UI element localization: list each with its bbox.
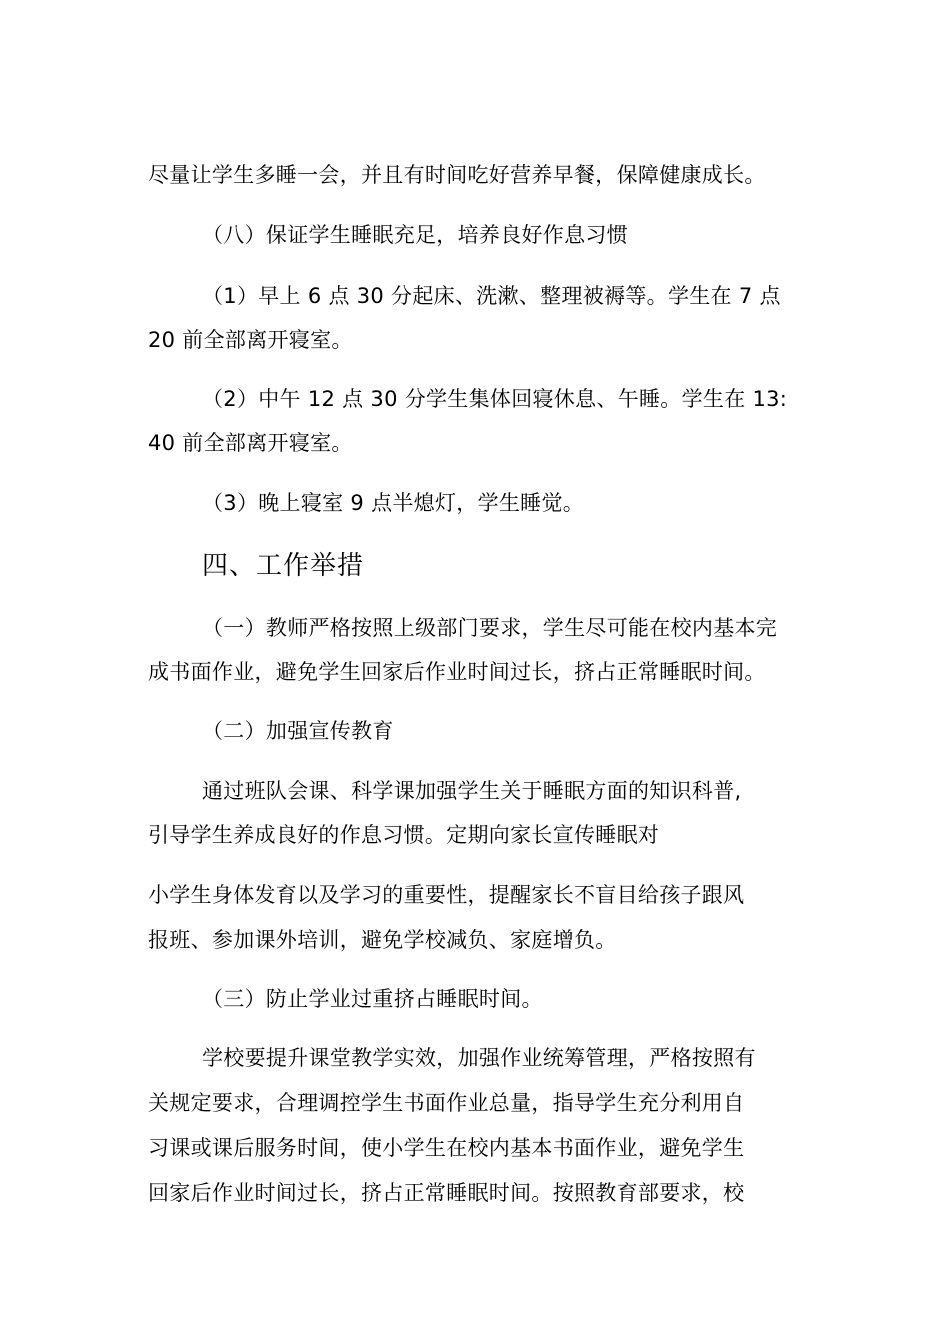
paragraph-line: 回家后作业时间过长，挤占正常睡眠时间。按照教育部要求，校 [148, 1181, 745, 1205]
paragraph-line: （1）早上 6 点 30 分起床、洗漱、整理被褥等。学生在 7 点 [202, 284, 781, 308]
paragraph-line: （一）教师严格按照上级部门要求，学生尽可能在校内基本完 [202, 616, 778, 640]
paragraph-line: 引导学生养成良好的作息习惯。定期向家长宣传睡眠对 [148, 823, 660, 847]
paragraph-line: （3）晚上寝室 9 点半熄灯，学生睡觉。 [202, 491, 585, 515]
paragraph-line: （2）中午 12 点 30 分学生集体回寝休息、午睡。学生在 13: [202, 387, 788, 411]
paragraph-line: 报班、参加课外培训，避免学校减负、家庭增负。 [148, 928, 617, 952]
paragraph-line: 通过班队会课、科学课加强学生关于睡眠方面的知识科普, [202, 779, 742, 803]
paragraph-line: 尽量让学生多睡一会，并且有时间吃好营养早餐，保障健康成长。 [148, 163, 766, 187]
paragraph-line: 关规定要求，合理调控学生书面作业总量，指导学生充分利用自 [148, 1091, 745, 1115]
section-heading: 四、工作举措 [202, 551, 365, 581]
subheading-3: （三）防止学业过重挤占睡眠时间。 [202, 987, 543, 1011]
paragraph-line: 20 前全部离开寝室。 [148, 328, 353, 352]
paragraph-line: 学校要提升课堂教学实效，加强作业统筹管理，严格按照有 [202, 1046, 756, 1070]
paragraph-line: 40 前全部离开寝室。 [148, 431, 353, 455]
paragraph-line: 习课或课后服务时间，使小学生在校内基本书面作业，避免学生 [148, 1136, 745, 1160]
paragraph-line: 小学生身体发育以及学习的重要性，提醒家长不盲目给孩子跟风 [148, 883, 745, 907]
subheading-8: （八）保证学生睡眠充足，培养良好作息习惯 [202, 223, 628, 247]
paragraph-line: 成书面作业，避免学生回家后作业时间过长，挤占正常睡眠时间。 [148, 660, 766, 684]
subheading-2: （二）加强宣传教育 [202, 719, 394, 743]
